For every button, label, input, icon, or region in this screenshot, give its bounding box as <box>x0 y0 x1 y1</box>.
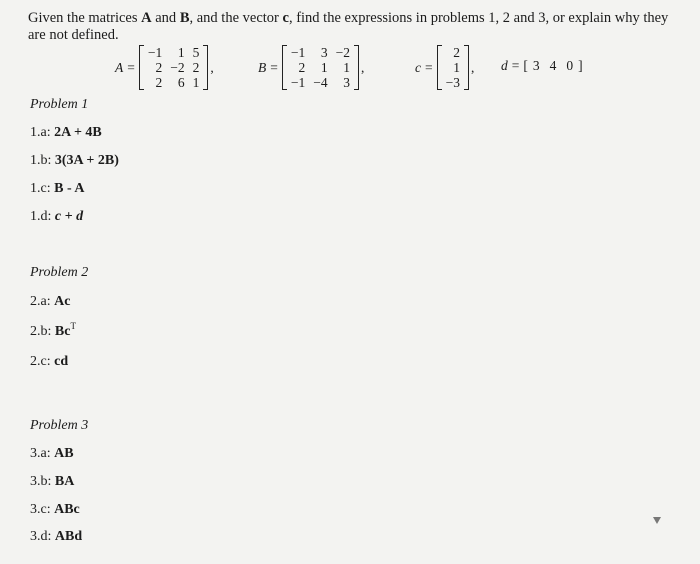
intro-text-3: , find the expressions in problems 1, 2 and 3, or explain why they are not defined. <box>28 10 669 43</box>
vector-c-table <box>442 45 464 90</box>
matrix-cell: −1 <box>147 45 163 60</box>
item-label: 1.b: <box>30 153 55 168</box>
item-expression: B - A <box>54 181 85 196</box>
intro-text-1: Given the matrices <box>28 10 142 26</box>
equals-sign: = <box>511 58 520 73</box>
vector-cell: 3 <box>532 58 540 73</box>
item-expression: Bc <box>54 324 71 339</box>
problem-3a <box>30 446 74 462</box>
equals-sign: = <box>127 59 135 75</box>
item-label: 1.d: <box>30 209 55 224</box>
vector-d-name: d <box>501 58 508 73</box>
instructions-text <box>28 10 688 44</box>
item-label: 3.c: <box>30 502 55 517</box>
matrix-b-definition <box>258 45 364 90</box>
item-expression: c + d <box>54 209 84 224</box>
item-label: 3.a: <box>30 446 55 461</box>
problem-3d <box>30 529 82 545</box>
vector-c-brackets <box>437 45 469 90</box>
problem-3-title: Problem 3 <box>30 418 89 433</box>
matrix-cell: 3 <box>320 45 328 60</box>
problem-3b <box>30 474 74 490</box>
problem-2b <box>30 321 76 340</box>
matrix-cell: 1 <box>343 60 350 75</box>
pointer-mark-icon <box>653 517 661 524</box>
matrix-cell: 1 <box>320 60 328 75</box>
item-label: 1.c: <box>30 181 55 196</box>
equals-sign: = <box>425 59 433 75</box>
equals-sign: = <box>270 59 278 75</box>
vector-d-definition <box>501 58 583 74</box>
matrix-cell: −1 <box>290 75 306 90</box>
problem-1c <box>30 181 84 197</box>
intro-matrix-b: B <box>179 10 190 26</box>
comma: , <box>210 59 214 75</box>
matrix-a-brackets <box>139 45 209 90</box>
vector-c-definition <box>415 45 474 90</box>
vector-cell: 1 <box>453 60 460 75</box>
vector-d-row: [ 3 4 0 ] <box>523 58 583 73</box>
intro-text-2: , and the vector <box>189 10 283 26</box>
matrix-cell: −2 <box>335 45 350 60</box>
matrix-cell: 2 <box>155 75 163 90</box>
problem-2c <box>30 354 68 370</box>
problem-2a <box>30 294 70 310</box>
matrix-a-table <box>144 45 204 90</box>
vector-cell: −3 <box>445 75 460 90</box>
matrix-cell: 2 <box>298 60 306 75</box>
problem-3c <box>30 502 80 518</box>
item-expression: cd <box>54 354 69 369</box>
matrix-cell: 2 <box>192 60 200 75</box>
matrix-cell: 1 <box>192 75 200 90</box>
problem-1b <box>30 153 119 169</box>
item-label: 2.b: <box>30 324 55 339</box>
item-expression: Ac <box>54 294 71 309</box>
item-label: 2.c: <box>30 354 55 369</box>
problem-1a <box>30 125 102 141</box>
item-label: 3.b: <box>30 474 55 489</box>
item-expression: BA <box>54 474 75 489</box>
item-expression: ABc <box>54 502 80 517</box>
matrix-cell: 1 <box>177 45 185 60</box>
matrix-b-name: B <box>258 59 267 75</box>
item-label: 2.a: <box>30 294 55 309</box>
comma: , <box>361 59 365 75</box>
item-expression: ABd <box>54 529 83 544</box>
matrix-a-name: A <box>115 59 124 75</box>
problem-1-title: Problem 1 <box>30 97 89 112</box>
matrix-cell: 3 <box>343 75 350 90</box>
transpose-superscript: T <box>70 321 76 331</box>
matrix-cell: 2 <box>155 60 163 75</box>
matrix-a-definition <box>115 45 214 90</box>
vector-c-name: c <box>415 59 421 75</box>
vector-cell: 2 <box>453 45 460 60</box>
matrix-cell: −4 <box>313 75 328 90</box>
item-expression: 2A + 4B <box>54 125 102 140</box>
item-label: 1.a: <box>30 125 55 140</box>
item-expression: AB <box>54 446 74 461</box>
matrix-cell: −1 <box>290 45 306 60</box>
problem-2-title: Problem 2 <box>30 265 89 280</box>
item-expression: 3(3A + 2B) <box>54 153 119 168</box>
intro-matrix-a: A <box>141 10 152 26</box>
intro-text-and: and <box>151 10 180 26</box>
matrix-b-brackets <box>282 45 359 90</box>
matrix-cell: −2 <box>170 60 185 75</box>
intro-vector-c: c <box>282 10 289 26</box>
comma: , <box>471 59 475 75</box>
vector-cell: 4 <box>549 58 557 73</box>
vector-cell: 0 <box>566 58 574 73</box>
matrix-b-table <box>287 45 354 90</box>
matrix-cell: 6 <box>177 75 185 90</box>
matrix-cell: 5 <box>192 45 200 60</box>
item-label: 3.d: <box>30 529 55 544</box>
problem-1d <box>30 209 83 225</box>
